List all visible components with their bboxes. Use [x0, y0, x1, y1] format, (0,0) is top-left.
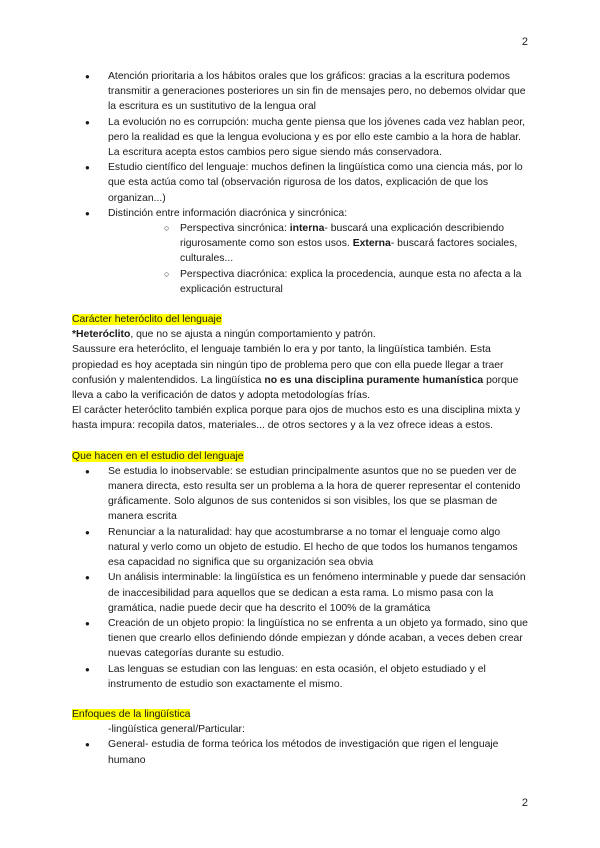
bold-text: *Heteróclito — [72, 329, 131, 341]
estudio-list — [72, 464, 530, 692]
highlighted-heading: Carácter heteróclito del lenguaje — [72, 314, 222, 326]
section-heading — [72, 312, 530, 327]
list-item — [72, 206, 530, 297]
bold-text: no es una disciplina puramente humanística — [264, 374, 484, 386]
subline: -lingüística general/Particular: — [108, 724, 245, 736]
list-item: ● Se estudia lo inobservable: se estudian principalmente asuntos que no se pueden ver de manera directa, esto resulta ser un problema a la hora de querer representar el contenido gráficamente. Solo algunos de sus contenidos si son visibles, los que se plasman de manera escrita — [72, 464, 530, 525]
sub-text: Perspectiva sincrónica: — [180, 223, 290, 235]
definition-text: , que no se ajusta a ningún comportamiento y patrón. — [130, 329, 376, 341]
paragraph — [72, 342, 530, 403]
sub-list — [108, 221, 530, 297]
enfoques-list — [72, 737, 530, 767]
sub-text: - buscará factores sociales, culturales... — [180, 238, 518, 265]
list-item-text: Distinción entre información diacrónica y sincrónica: — [108, 207, 348, 219]
sub-list-item — [108, 221, 530, 267]
intro-list — [72, 69, 530, 297]
paragraph: El carácter heteróclito también explica porque para ojos de muchos esto es una disciplina mixta y hasta impura: recopila datos, materiales... de otros sectores y a la vez ofrece ideas a estos. — [72, 405, 521, 432]
list-item: ● La evolución no es corrupción: mucha gente piensa que los jóvenes cada vez hablan peor, pero la realidad es que la lengua evoluciona y es por ello este cambio a la hora de hablar. La escritura acepta estos cambios pero sigue siendo más conservadora. — [72, 115, 530, 161]
highlighted-heading: Que hacen en el estudio del lenguaje — [72, 450, 244, 462]
page-number-top: 2 — [521, 36, 528, 48]
bold-text: Externa — [352, 238, 391, 250]
definition — [72, 327, 530, 342]
list-item: ● Atención prioritaria a los hábitos orales que los gráficos: gracias a la escritura podemos transmitir a generaciones posteriores un sin fin de mensajes pero, no debemos olvidar que la escritura es un sustitutivo de la lengua oral — [72, 69, 530, 115]
list-item: ● Un análisis interminable: la lingüística es un fenómeno interminable y puede dar sensación de inaccesibilidad para aquellos que se dedican a esta rama. Lo mismo pasa con la gramática, nadie puede decir que ha descrito el 100% de la gramática — [72, 570, 530, 616]
list-item: ● Creación de un objeto propio: la lingüística no se enfrenta a un objeto ya formado, sino que tienen que crearlo ellos definiendo dónde empiezan y dónde acaban, a veces deben crear nuevas categorías durante su estudio. — [72, 616, 530, 662]
paragraph-text: porque lleva a cabo la verificación de datos y adopta metodologías frías. — [72, 374, 519, 402]
list-item: ● Renunciar a la naturalidad: hay que acostumbrarse a no tomar el lenguaje como algo natural y verlo como un objeto de estudio. El hecho de que todos los humanos tengamos esa capacidad no significa que su organización sea obvia — [72, 525, 530, 571]
document-body — [72, 69, 530, 768]
section-heading — [72, 449, 530, 464]
sub-list-item: ○ Perspectiva diacrónica: explica la procedencia, aunque esta no afecta a la explicación estructural — [108, 267, 530, 297]
paragraph-text: Saussure era heteróclito, el lenguaje también lo era y por tanto, la lingüística también. Esta propiedad es hoy aceptada sin ningún tipo de problema pero que con ella puede llegar a traer confusión y malentendidos. La lingüística — [72, 344, 504, 386]
list-item: ● Estudio científico del lenguaje: muchos definen la lingüística como una ciencia más, por lo que esta actúa como tal (observación rigurosa de los datos, explicación de que los organizan...) — [72, 160, 530, 206]
page-number-bottom: 2 — [521, 797, 528, 809]
highlighted-heading: Enfoques de la lingüística — [72, 708, 191, 720]
list-item: ● General- estudia de forma teórica los métodos de investigación que rigen el lenguaje humano — [72, 737, 530, 767]
list-item: ● Las lenguas se estudian con las lenguas: en esta ocasión, el objeto estudiado y el instrumento de estudio son exactamente el mismo. — [72, 662, 530, 692]
sub-text: - buscará una explicación describiendo rigurosamente como son estos usos. — [180, 223, 505, 250]
bold-text: interna — [289, 223, 325, 235]
section-heading — [72, 707, 530, 722]
